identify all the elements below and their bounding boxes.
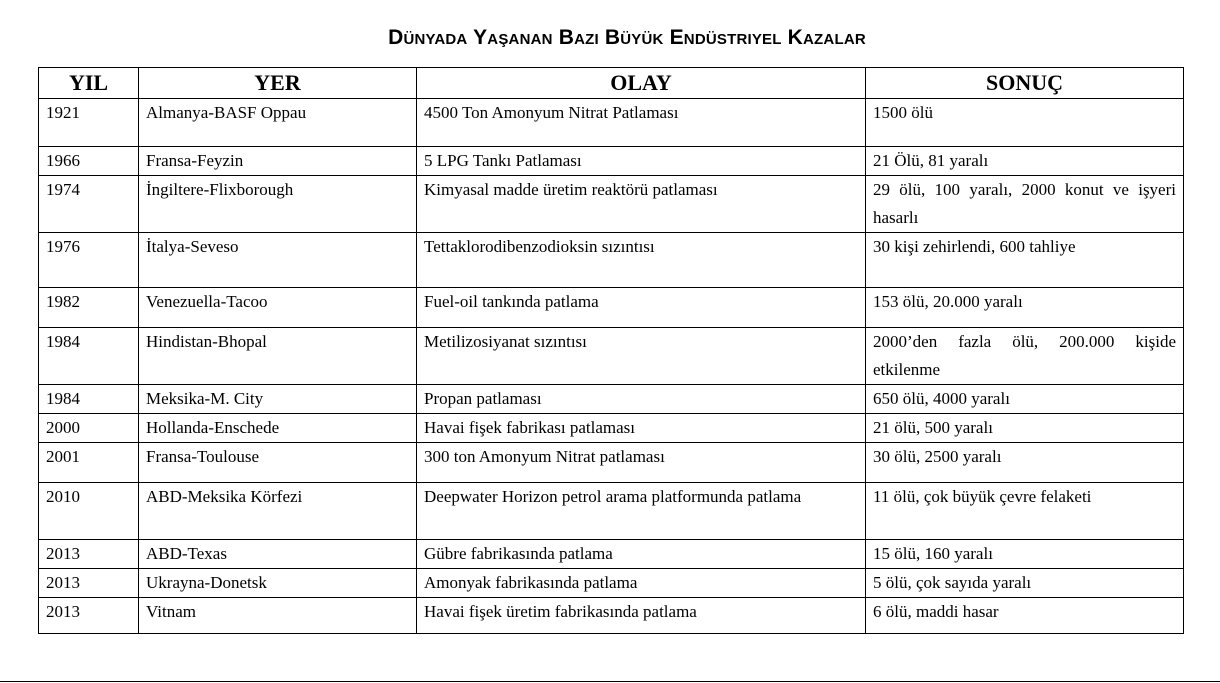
cell-yil: 1974 xyxy=(39,176,139,233)
cell-yer: ABD-Texas xyxy=(139,540,417,569)
cell-yer: Ukrayna-Donetsk xyxy=(139,569,417,598)
cell-olay: Amonyak fabrikasında patlama xyxy=(417,569,866,598)
cell-yer: Almanya-BASF Oppau xyxy=(139,99,417,147)
header-sonuc: SONUÇ xyxy=(866,68,1184,99)
cell-sonuc: 2000’den fazla ölü, 200.000 kişide etkilenme xyxy=(866,328,1184,385)
cell-yil: 1966 xyxy=(39,147,139,176)
cell-olay: Havai fişek fabrikası patlaması xyxy=(417,414,866,443)
cell-olay: 4500 Ton Amonyum Nitrat Patlaması xyxy=(417,99,866,147)
cell-olay: Havai fişek üretim fabrikasında patlama xyxy=(417,598,866,634)
table-row xyxy=(39,414,1184,443)
cell-yer: İngiltere-Flixborough xyxy=(139,176,417,233)
table-row xyxy=(39,385,1184,414)
header-yer: YER xyxy=(139,68,417,99)
cell-yil: 2013 xyxy=(39,540,139,569)
cell-yer: Venezuella-Tacoo xyxy=(139,288,417,328)
cell-yer: İtalya-Seveso xyxy=(139,233,417,288)
cell-yer: Vitnam xyxy=(139,598,417,634)
cell-yil: 1984 xyxy=(39,385,139,414)
table-row xyxy=(39,569,1184,598)
table-row xyxy=(39,147,1184,176)
cell-sonuc: 153 ölü, 20.000 yaralı xyxy=(866,288,1184,328)
cell-yil: 2001 xyxy=(39,443,139,483)
table-row xyxy=(39,483,1184,540)
cell-yil: 1976 xyxy=(39,233,139,288)
cell-sonuc: 5 ölü, çok sayıda yaralı xyxy=(866,569,1184,598)
header-olay: OLAY xyxy=(417,68,866,99)
cell-yer: Hollanda-Enschede xyxy=(139,414,417,443)
table-row xyxy=(39,443,1184,483)
cell-sonuc: 650 ölü, 4000 yaralı xyxy=(866,385,1184,414)
cell-yer: Meksika-M. City xyxy=(139,385,417,414)
cell-olay: Propan patlaması xyxy=(417,385,866,414)
table-row xyxy=(39,99,1184,147)
cell-sonuc: 30 ölü, 2500 yaralı xyxy=(866,443,1184,483)
cell-yil: 2013 xyxy=(39,598,139,634)
table-header-row xyxy=(39,68,1184,99)
cell-sonuc: 15 ölü, 160 yaralı xyxy=(866,540,1184,569)
table-row xyxy=(39,328,1184,385)
cell-olay: Kimyasal madde üretim reaktörü patlaması xyxy=(417,176,866,233)
accidents-table xyxy=(38,67,1184,634)
cell-olay: Gübre fabrikasında patlama xyxy=(417,540,866,569)
page-title: Dünyada Yaşanan Bazı Büyük Endüstriyel Kazalar xyxy=(388,26,866,49)
table-row xyxy=(39,288,1184,328)
cell-sonuc: 21 ölü, 500 yaralı xyxy=(866,414,1184,443)
cell-yil: 2013 xyxy=(39,569,139,598)
cell-sonuc: 30 kişi zehirlendi, 600 tahliye xyxy=(866,233,1184,288)
page-divider xyxy=(0,681,1220,682)
cell-yil: 1921 xyxy=(39,99,139,147)
cell-olay: Tettaklorodibenzodioksin sızıntısı xyxy=(417,233,866,288)
cell-sonuc: 11 ölü, çok büyük çevre felaketi xyxy=(866,483,1184,540)
cell-yer: Fransa-Feyzin xyxy=(139,147,417,176)
cell-yer: Hindistan-Bhopal xyxy=(139,328,417,385)
cell-yil: 2010 xyxy=(39,483,139,540)
table-row xyxy=(39,540,1184,569)
cell-yil: 1982 xyxy=(39,288,139,328)
table-row xyxy=(39,176,1184,233)
cell-yer: Fransa-Toulouse xyxy=(139,443,417,483)
cell-olay: 300 ton Amonyum Nitrat patlaması xyxy=(417,443,866,483)
cell-olay: Metilizosiyanat sızıntısı xyxy=(417,328,866,385)
cell-sonuc: 6 ölü, maddi hasar xyxy=(866,598,1184,634)
table-row xyxy=(39,598,1184,634)
cell-sonuc: 29 ölü, 100 yaralı, 2000 konut ve işyeri hasarlı xyxy=(866,176,1184,233)
cell-yil: 2000 xyxy=(39,414,139,443)
table-row xyxy=(39,233,1184,288)
cell-olay: 5 LPG Tankı Patlaması xyxy=(417,147,866,176)
cell-olay: Fuel-oil tankında patlama xyxy=(417,288,866,328)
cell-yer: ABD-Meksika Körfezi xyxy=(139,483,417,540)
header-yil: YIL xyxy=(39,68,139,99)
cell-olay: Deepwater Horizon petrol arama platformunda patlama xyxy=(417,483,866,540)
cell-sonuc: 21 Ölü, 81 yaralı xyxy=(866,147,1184,176)
cell-sonuc: 1500 ölü xyxy=(866,99,1184,147)
cell-yil: 1984 xyxy=(39,328,139,385)
